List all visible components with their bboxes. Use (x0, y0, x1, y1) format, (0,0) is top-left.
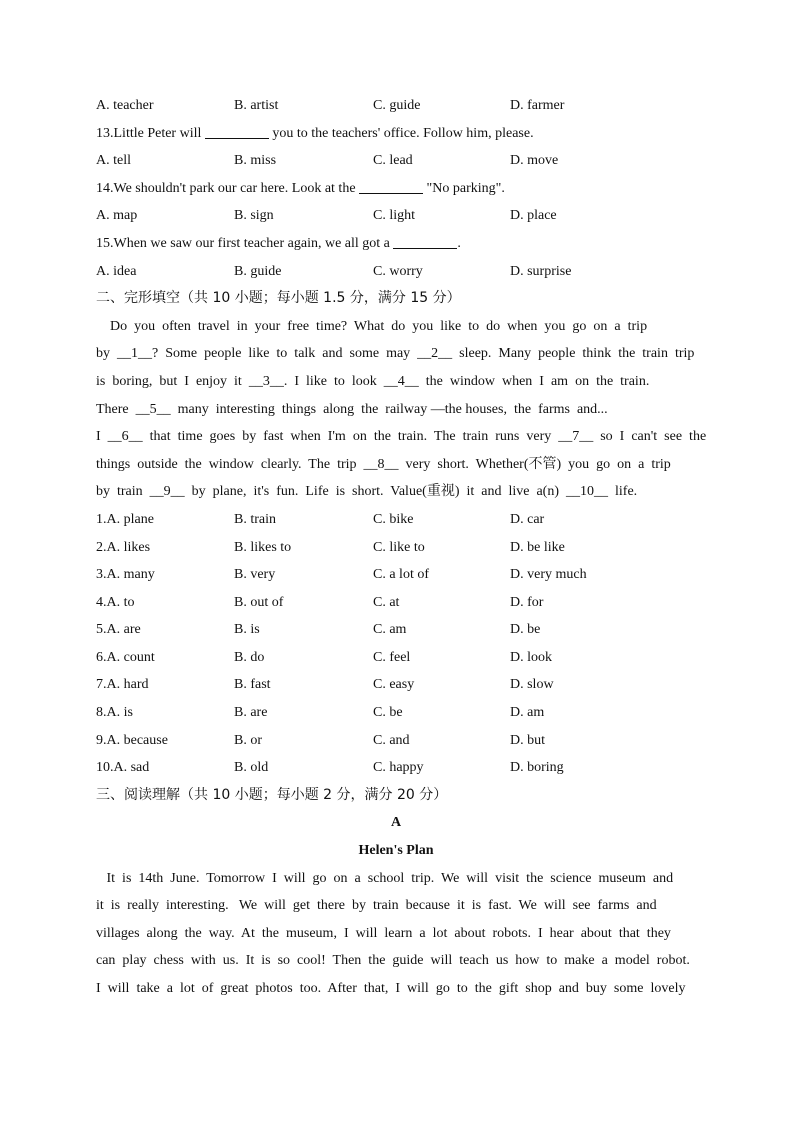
question-14-after: "No parking". (423, 180, 505, 196)
option-b: B. likes to (234, 539, 292, 555)
option-c: C. lead (373, 153, 413, 169)
option-b: B. is (234, 622, 260, 638)
option-c: C. bike (373, 511, 414, 527)
option-d: D. am (510, 705, 545, 721)
option-a: 8.A. is (96, 705, 133, 721)
option-a: A. teacher (96, 98, 154, 113)
option-a: A. map (96, 208, 138, 224)
option-d: D. for (510, 594, 544, 610)
option-d: D. move (510, 153, 559, 169)
options-15 (96, 258, 696, 286)
cloze-option-row (96, 616, 696, 644)
option-b: B. out of (234, 594, 284, 610)
cloze-passage (96, 313, 707, 506)
question-13-after: you to the teachers' office. Follow him, please. (268, 125, 534, 141)
option-d: D. car (510, 511, 545, 527)
question-15-after: . (457, 235, 461, 251)
option-a: 4.A. to (96, 594, 135, 610)
option-c: C. and (373, 732, 410, 748)
cloze-option-row (96, 561, 696, 589)
option-d: D. place (510, 208, 557, 224)
answer-blank (393, 232, 457, 249)
question-15 (96, 230, 696, 258)
option-a: 2.A. likes (96, 539, 151, 555)
option-a: 6.A. count (96, 649, 155, 665)
cloze-option-row (96, 589, 696, 617)
question-14-before: 14.We shouldn't park our car here. Look at the (96, 180, 360, 196)
passage-line: villages along the way. At the museum, I will learn a lot about robots. I hear about that they (96, 925, 671, 941)
passage-title: Helen's Plan (358, 843, 434, 859)
option-c: C. easy (373, 677, 415, 693)
option-a: A. idea (96, 263, 137, 279)
option-d: D. farmer (510, 98, 565, 113)
option-b: B. are (234, 705, 268, 721)
page-content (96, 92, 707, 1003)
option-c: C. be (373, 705, 403, 721)
cloze-option-row (96, 506, 696, 534)
option-d: D. slow (510, 677, 554, 693)
question-13 (96, 120, 696, 148)
option-a: 7.A. hard (96, 677, 149, 693)
option-d: D. very much (510, 567, 587, 583)
section-2-title: 二、完形填空（共 10 小题；每小题 1.5 分，满分 15 分） (96, 290, 461, 307)
cloze-line: things outside the window clearly. The trip __8__ very short. Whether(不管) you go on a trip (96, 456, 671, 472)
cloze-line: I __6__ that time goes by fast when I'm on the train. The train runs very __7__ so I can't see the (96, 429, 707, 445)
option-a: 1.A. plane (96, 511, 154, 527)
passage-line: it is really interesting. We will get there by train because it is fast. We will see farms and (96, 898, 657, 914)
cloze-line: by train __9__ by plane, it's fun. Life is short. Value(重视) it and live a(n) __10__ life. (96, 484, 638, 500)
cloze-line: by __1__? Some people like to talk and some may __2__ sleep. Many people think the train trip (96, 346, 695, 362)
option-c: C. at (373, 594, 400, 610)
option-b: B. artist (234, 98, 279, 113)
question-14 (96, 175, 696, 203)
option-a: 3.A. many (96, 567, 155, 583)
option-c: C. a lot of (373, 567, 429, 583)
option-a: 5.A. are (96, 622, 141, 638)
cloze-options (96, 506, 696, 782)
option-d: D. surprise (510, 263, 572, 279)
option-d: D. boring (510, 760, 564, 776)
cloze-option-row (96, 699, 696, 727)
option-b: B. miss (234, 153, 277, 169)
option-a: 9.A. because (96, 732, 168, 748)
option-b: B. old (234, 760, 269, 776)
option-b: B. fast (234, 677, 271, 693)
answer-blank (205, 122, 269, 139)
option-d: D. but (510, 732, 545, 748)
answer-blank (359, 177, 423, 194)
cloze-option-row (96, 754, 696, 782)
option-b: B. guide (234, 263, 282, 279)
question-15-before: 15.When we saw our first teacher again, we all got a (96, 235, 394, 251)
option-c: C. guide (373, 98, 421, 113)
option-b: B. very (234, 567, 276, 583)
cloze-option-row (96, 534, 696, 562)
option-b: B. train (234, 511, 276, 527)
options-14 (96, 202, 696, 230)
option-d: D. be (510, 622, 541, 638)
reading-passage (96, 865, 696, 1003)
option-c: C. worry (373, 263, 423, 279)
option-c: C. am (373, 622, 407, 638)
option-b: B. do (234, 649, 265, 665)
cloze-line: is boring, but I enjoy it __3__. I like to look __4__ the window when I am on the train. (96, 373, 650, 389)
cloze-option-row (96, 727, 696, 755)
option-c: C. light (373, 208, 416, 224)
options-13 (96, 147, 696, 175)
passage-letter: A (390, 815, 402, 831)
question-13-before: 13.Little Peter will (96, 125, 205, 141)
option-a: A. tell (96, 153, 131, 169)
option-d: D. look (510, 649, 552, 665)
option-d: D. be like (510, 539, 565, 555)
options-row (96, 92, 696, 120)
cloze-option-row (96, 671, 696, 699)
passage-line: It is 14th June. Tomorrow I will go on a school trip. We will visit the science museum and (96, 870, 674, 886)
cloze-line: There __5__ many interesting things along the railway —the houses, the farms and... (96, 401, 608, 417)
option-c: C. happy (373, 760, 424, 776)
cloze-line: Do you often travel in your free time? What do you like to do when you go on a trip (96, 318, 648, 334)
passage-line: I will take a lot of great photos too. After that, I will go to the gift shop and buy some lovely (96, 981, 686, 996)
option-b: B. sign (234, 208, 274, 224)
section-3-title: 三、阅读理解（共 10 小题；每小题 2 分，满分 20 分） (96, 786, 448, 803)
passage-line: can play chess with us. It is so cool! Then the guide will teach us how to make a model robot. (96, 953, 690, 969)
option-b: B. or (234, 732, 262, 748)
cloze-option-row (96, 644, 696, 672)
option-a: 10.A. sad (96, 760, 150, 776)
option-c: C. like to (373, 539, 425, 555)
option-c: C. feel (373, 649, 411, 665)
